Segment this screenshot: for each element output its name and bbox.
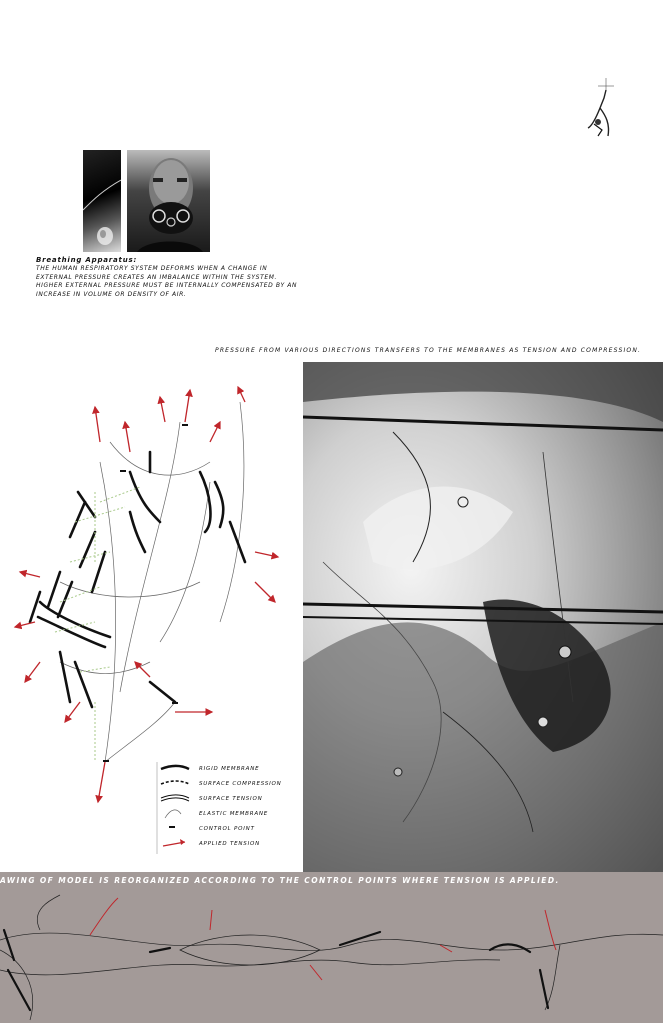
pressure-caption: PRESSURE FROM VARIOUS DIRECTIONS TRANSFERS TO THE MEMBRANES AS TENSION AND COMPRESSION. [215, 347, 642, 354]
breathing-apparatus-photo-left [83, 150, 121, 252]
dashed-stroke-icon [161, 781, 189, 784]
breathing-apparatus-title: Breathing Apparatus: [36, 256, 138, 264]
legend-control-point: CONTROL POINT [199, 826, 255, 832]
double-stroke-icon [161, 795, 189, 801]
diagram-legend [155, 762, 295, 854]
legend-surface-tension: SURFACE TENSION [199, 796, 263, 802]
gas-mask-portrait-photo [127, 150, 210, 252]
legend-elastic-membrane: ELASTIC MEMBRANE [199, 811, 269, 817]
drawing-caption: AWING OF MODEL IS REORGANIZED ACCORDING TO THE CONTROL POINTS WHERE TENSION IS APPLIED. [0, 876, 560, 885]
legend-rigid-membrane: RIGID MEMBRANE [199, 766, 260, 772]
legend-applied-tension: APPLIED TENSION [199, 841, 261, 847]
control-point-icon [169, 826, 175, 828]
reorganized-model-drawing [0, 890, 663, 1023]
breathing-apparatus-description: THE HUMAN RESPIRATORY SYSTEM DEFORMS WHEN A CHANGE IN EXTERNAL PRESSURE CREATES AN IMBALANCE WITHIN THE SYSTEM. HIGHER EXTERNAL PRESSURE MUST BE INTERNALLY COMPENSATED BY AN INCREASE IN VOLUME OR DENSITY OF AIR. [36, 265, 298, 298]
hanging-figure-icon [578, 78, 618, 148]
legend-surface-compression: SURFACE COMPRESSION [199, 781, 282, 787]
thick-black-stroke-icon [161, 766, 189, 769]
membrane-model-photo [303, 362, 663, 872]
thin-curve-icon [165, 810, 181, 818]
